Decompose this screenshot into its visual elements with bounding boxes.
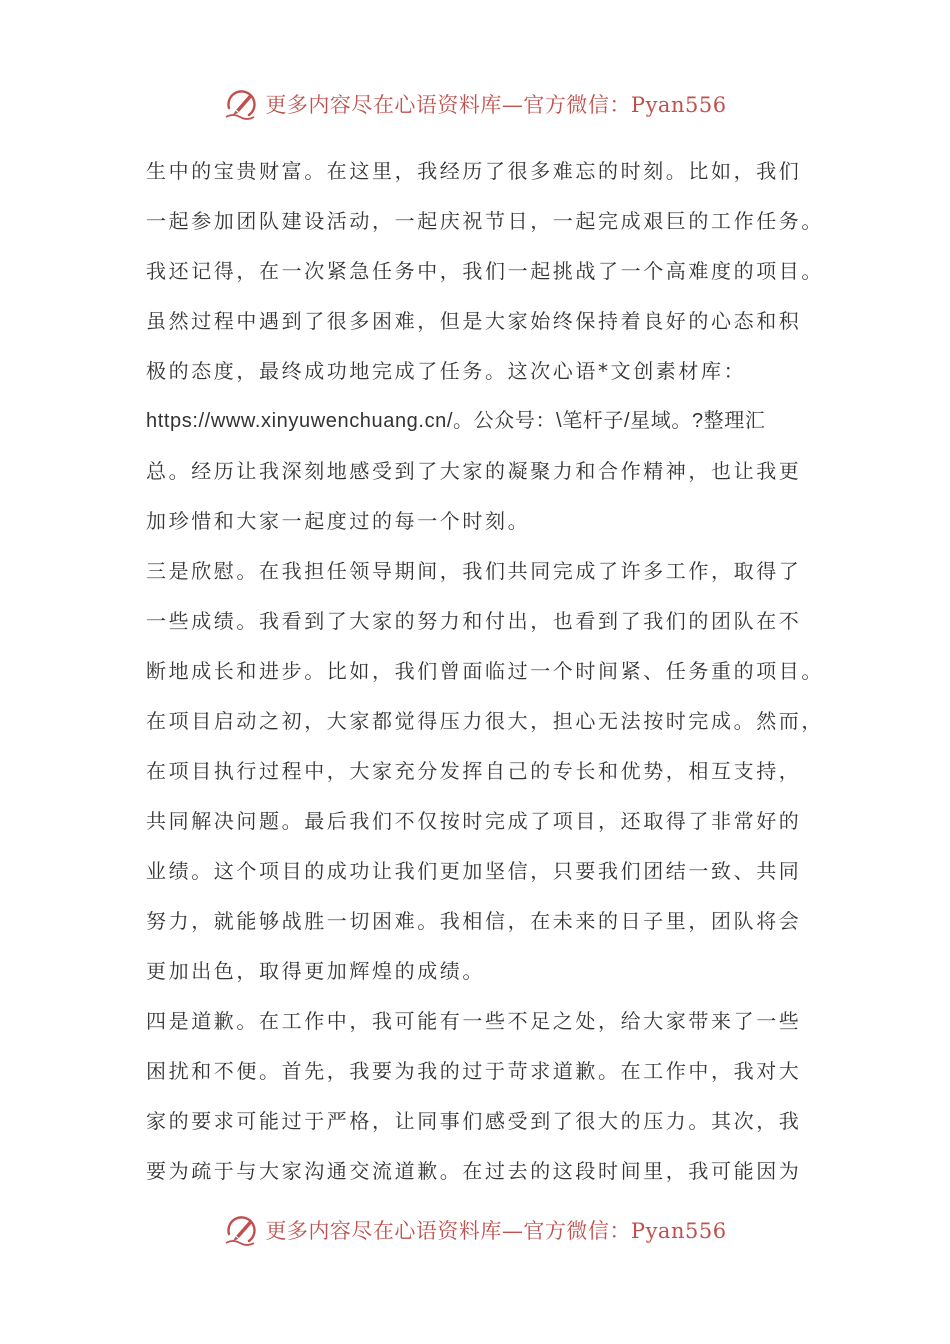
text-line: 家的要求可能过于严格，让同事们感受到了很大的压力。其次，我	[146, 1109, 802, 1133]
text-line: 总。经历让我深刻地感受到了大家的凝聚力和合作精神，也让我更	[146, 459, 802, 483]
pen-logo-icon	[223, 1212, 259, 1248]
pen-logo-icon	[223, 86, 259, 122]
text-line: 要为疏于与大家沟通交流道歉。在过去的这段时间里，我可能因为	[146, 1159, 802, 1183]
text-line: 困扰和不便。首先，我要为我的过于苛求道歉。在工作中，我对大	[146, 1059, 802, 1083]
text-line: 四是道歉。在工作中，我可能有一些不足之处，给大家带来了一些	[146, 1009, 802, 1033]
text-line: 一起参加团队建设活动，一起庆祝节日，一起完成艰巨的工作任务。	[146, 209, 824, 233]
text-line-with-url: https://www.xinyuwenchuang.cn/。公众号：\笔杆子/星域。?整理汇	[146, 410, 766, 432]
text-line: 加珍惜和大家一起度过的每一个时刻。	[146, 509, 531, 533]
text-line: 共同解决问题。最后我们不仅按时完成了项目，还取得了非常好的	[146, 809, 802, 833]
banner-text: 更多内容尽在心语资料库—官方微信：Pyan556	[265, 93, 727, 117]
text-line: 在项目启动之初，大家都觉得压力很大，担心无法按时完成。然而，	[146, 709, 824, 733]
text-line: 虽然过程中遇到了很多困难，但是大家始终保持着良好的心态和积	[146, 309, 802, 333]
text-line: 三是欣慰。在我担任领导期间，我们共同完成了许多工作，取得了	[146, 559, 802, 583]
header-banner	[0, 82, 950, 126]
text-line: 我还记得，在一次紧急任务中，我们一起挑战了一个高难度的项目。	[146, 259, 824, 283]
banner-text: 更多内容尽在心语资料库—官方微信：Pyan556	[265, 1219, 727, 1243]
text-line: 更加出色，取得更加辉煌的成绩。	[146, 959, 485, 983]
text-line: 一些成绩。我看到了大家的努力和付出，也看到了我们的团队在不	[146, 609, 802, 633]
text-line: 生中的宝贵财富。在这里，我经历了很多难忘的时刻。比如，我们	[146, 159, 802, 183]
text-line: 努力，就能够战胜一切困难。我相信，在未来的日子里，团队将会	[146, 909, 802, 933]
text-line: 极的态度，最终成功地完成了任务。这次心语*文创素材库：	[146, 359, 747, 383]
document-body	[146, 146, 826, 1196]
text-line: 在项目执行过程中，大家充分发挥自己的专长和优势，相互支持，	[146, 759, 802, 783]
footer-banner	[0, 1208, 950, 1252]
text-line: 业绩。这个项目的成功让我们更加坚信，只要我们团结一致、共同	[146, 859, 802, 883]
text-line: 断地成长和进步。比如，我们曾面临过一个时间紧、任务重的项目。	[146, 659, 824, 683]
